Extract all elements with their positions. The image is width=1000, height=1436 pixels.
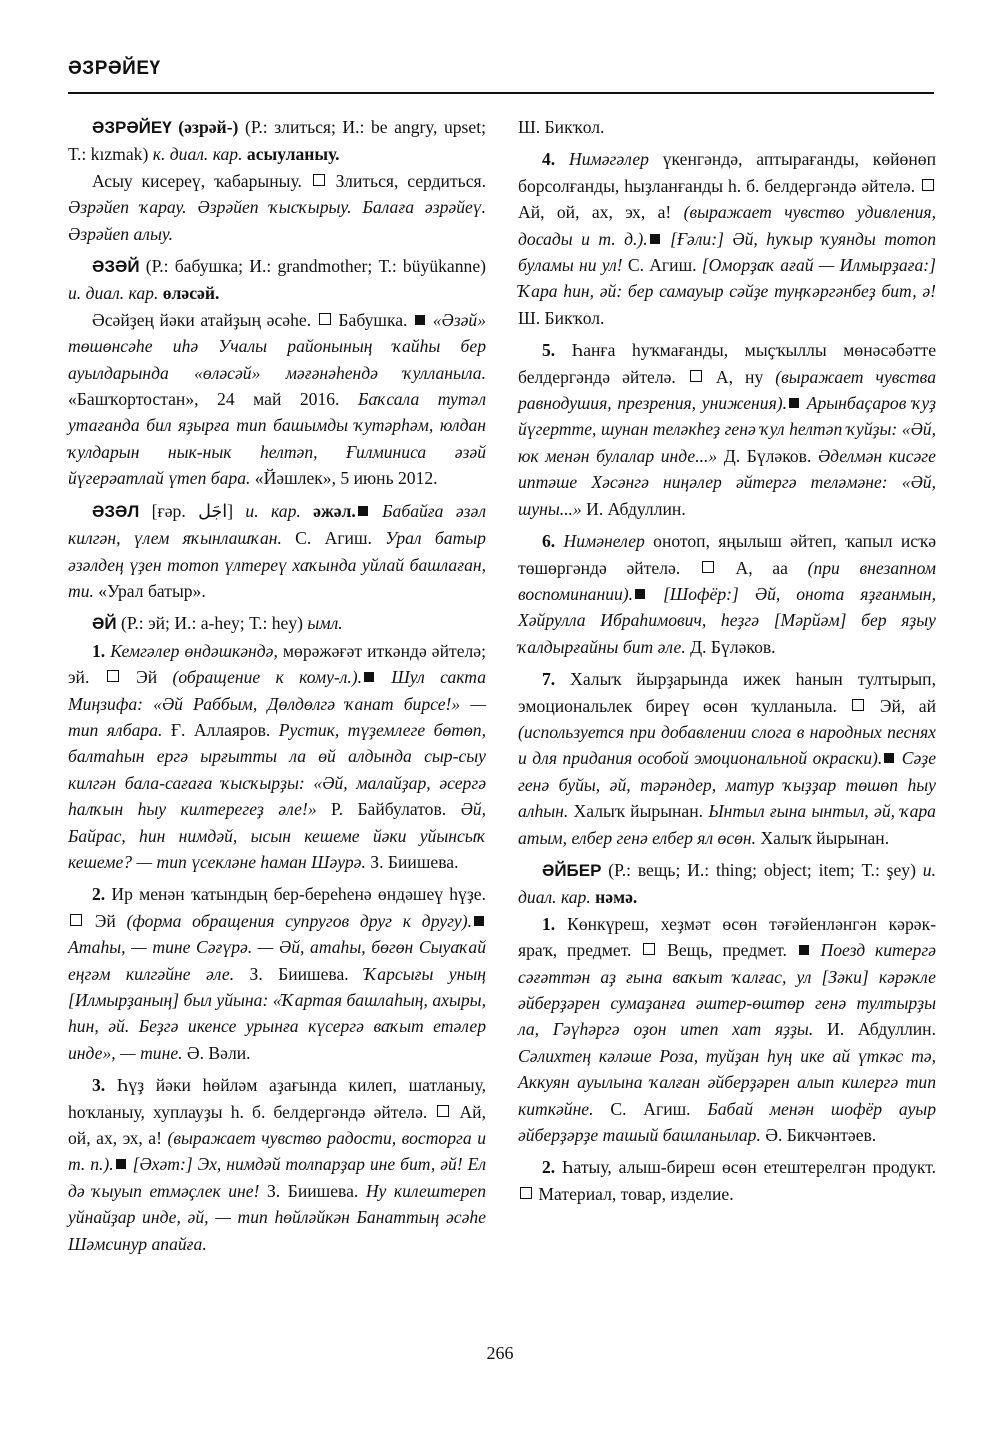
russian-marker-icon xyxy=(520,1187,532,1199)
sense-2 xyxy=(68,881,486,1066)
source: З. Биишева. xyxy=(259,1180,366,1201)
definition: Һүҙ йәки һөйләм аҙағында килеп, шатланыу, һоҡланыу, хуплауҙы һ. б. белдергәндә әйтелә. xyxy=(68,1075,486,1122)
sense-7 xyxy=(518,666,936,851)
headword: ӘЙ xyxy=(92,614,117,634)
source: И. Абдуллин. xyxy=(813,1019,936,1040)
entry-azrayeu xyxy=(68,114,486,168)
source: «Урал батыр». xyxy=(93,580,206,601)
sense-5 xyxy=(518,337,936,522)
entry-ay xyxy=(68,610,486,637)
headword: ӘЙБЕР xyxy=(542,860,602,880)
source: З. Биишева. xyxy=(365,851,459,872)
example-marker-icon xyxy=(789,398,799,408)
example: Баҡсала тутәл утағанда бил яҙырға тип башымды ҡутәрһәм, юлдан ҡулдарын нык-нык һелтәп, Ғилминиса әзәй йүгерәатлай үтеп бара. xyxy=(68,389,486,489)
running-head: ӘЗРӘЙЕҮ xyxy=(68,58,161,79)
russian-note: (выражает чувство радости, восторга и т. п.). xyxy=(68,1128,486,1175)
russian-gloss: Бабушка. xyxy=(332,309,414,330)
sense-number: 7. xyxy=(542,669,571,690)
example: Арынбаҫаров ҡуҙ йүгертте, шунан теләкһеҙ генә ҡул һелтәп ҡуйҙы: «Әй, юк менән булалар инде...» xyxy=(518,393,937,466)
example: [Ғәли:] Әй, һуҡыр ҡуянды тотоп буламы ни ул! xyxy=(518,228,936,276)
example: Атаһы, — тине Сәғүрә. — Әй, атаһы, бөгөн Сыуаҡай еңгәм килгәйне әле. xyxy=(68,937,486,984)
example: Поезд китергә сәғәттән аҙ ғына ваҡыт ҡалғас, ул [Зәки] кәрәкле әйберҙәрен сумаҙанға әштер-өштөр генә тултырҙы ла, Гәүһәргә оҙон итеп хат яҙҙы. xyxy=(518,940,936,1040)
russian-marker-icon xyxy=(922,179,934,191)
source: И. Абдуллин. xyxy=(581,498,686,519)
literary-equivalent: асыуланыу. xyxy=(246,144,340,165)
source: Ә. Вәли. xyxy=(182,1042,251,1063)
sense-number: 2. xyxy=(542,1157,563,1178)
sense-number: 5. xyxy=(542,340,572,361)
russian-marker-icon xyxy=(690,370,702,382)
literary-equivalent: өләсәй. xyxy=(162,283,220,304)
source: Ғ. Аллаяров. xyxy=(162,719,279,740)
translations: (Р.: злиться; И.: be angry, upset; Т.: kızmak) xyxy=(68,117,486,165)
definition-lead: Нимәнелер xyxy=(563,531,645,552)
sense-number: 3. xyxy=(92,1075,117,1096)
source: С. Агиш. xyxy=(281,528,386,549)
russian-note: (форма обращения супругов друг к другу). xyxy=(126,910,472,931)
example-marker-icon xyxy=(116,1159,126,1169)
definition: онотоп, яңылыш әйтеп, ҡапыл исҡә төшөргәндә әйтелә. xyxy=(518,531,936,578)
example: Әй, Байрас, һин нимдәй, ысын кешеме йәки уйынсыҡ кешеме? — тип үсекләне һаман Шәурә. xyxy=(68,799,486,872)
example: Әзрәйеп ҡарау. Әзрәйеп ҡысҡырыу. Балаға әзрәйеү. Әзрәйеп алыу. xyxy=(68,197,486,244)
sense xyxy=(68,307,486,492)
example-marker-icon xyxy=(364,672,374,682)
sense-1 xyxy=(518,911,936,1149)
russian-gloss: Эй, ай xyxy=(866,695,937,716)
headword: ӘЗӘЙ xyxy=(92,257,140,277)
source: Д. Бүләков. xyxy=(717,445,818,466)
sense-2 xyxy=(518,1154,936,1207)
russian-gloss: Ай, ой, ах, эх, а! xyxy=(68,1101,486,1149)
sense-4 xyxy=(518,146,936,331)
example: Рустик, түҙемлеге бөтөп, балтаһын ергә ырғытты ла өй алдында сыр-сыу килгән бала-сағаға ҡысҡырҙы: «Әй, малайҙар, әсергә һалҡын һыу килтерегеҙ әле!» xyxy=(68,719,486,820)
example: Ҡарсығы уның [Илмырҙаның] был уйына: «Ҡартая башлаһың, ахыры, һин, әй. Беҙгә икенсе урынға күсергә ваҡыт етәлер инде», — тине. xyxy=(68,963,486,1063)
sense-3-continued xyxy=(518,114,936,140)
translations: (Р.: эй; И.: a-hey; Т.: hey) xyxy=(116,613,308,634)
source: Д. Бүләков. xyxy=(685,636,776,657)
grammar-label: ымл. xyxy=(307,613,343,634)
definition: мөрәжәғәт иткәндә әйтелә; эй. xyxy=(68,640,486,688)
source: «Башҡортостан», 24 май 2016. xyxy=(68,389,358,410)
example: [Әхәт:] Эх, нимдәй толпарҙар ине бит, әй! Ел дә ҡыуып етмәҫлек ине! xyxy=(68,1154,487,1201)
arabic-script: اجَل xyxy=(198,501,228,522)
example-marker-icon xyxy=(635,589,645,599)
source: «Йәшлек», 5 июнь 2012. xyxy=(250,468,438,489)
source: Ә. Бикчәнтәев. xyxy=(760,1125,877,1146)
example-marker-icon xyxy=(799,945,809,955)
example: «Әзәй» төшөнсәһе иһә Учалы районының ҡайһы бер ауылдарында «өләсәй» мәғәнәһендә ҡулланыла. xyxy=(68,309,487,383)
header-rule xyxy=(68,92,934,94)
source: Халыҡ йырынан. xyxy=(756,827,890,848)
russian-marker-icon xyxy=(437,1105,449,1117)
example-marker-icon xyxy=(358,506,368,516)
grammar-label: и. диал. кар. xyxy=(518,859,936,908)
source: С. Агиш. xyxy=(593,1098,708,1119)
translations: (Р.: вещь; И.: thing; object; item; Т.: şey) xyxy=(601,859,923,880)
russian-marker-icon xyxy=(702,561,714,573)
russian-note: (используется при добавлении слога в народных песнях и для придания особой эмоциональной окраски). xyxy=(518,721,936,769)
right-column xyxy=(518,114,936,1207)
definition: Асыу кисереү, ҡабарыныу. xyxy=(92,170,311,191)
etymology: [ғәр. xyxy=(139,500,199,521)
sense-number: 1. xyxy=(92,640,111,661)
russian-gloss: Эй xyxy=(120,667,173,688)
example-marker-icon xyxy=(650,234,660,244)
grammar-label: к. диал. кар. xyxy=(152,144,247,165)
example: Шул сакта Миңзифа: «Әй Раббым, Дөлдөлгә ҡанат бирсе!» — тип ялбара. xyxy=(68,667,487,740)
sense-number: 1. xyxy=(542,913,568,934)
sense-number: 6. xyxy=(542,531,564,552)
example: [Шофёр:] Әй, онота яҙғанмын, Хәйрулла Ибраһимович, һеҙгә [Мәрйәм] бер яҙыу ҡалдырғайны бит әле. xyxy=(518,583,936,657)
russian-marker-icon xyxy=(313,174,325,186)
definition: Һатыу, алыш-биреш өсөн етештерелгән продукт. xyxy=(562,1157,936,1178)
etymology-close: ] xyxy=(227,500,246,521)
russian-note: (при внезапном воспоминании). xyxy=(518,557,936,604)
source: Р. Байбулатов. xyxy=(316,799,461,820)
definition: Халыҡ йырҙарында ижек һанын тултырып, эмоциональлек биреү өсөн ҡулланыла. xyxy=(518,669,936,716)
entry-azay xyxy=(68,253,486,307)
russian-gloss: Вещь, предмет. xyxy=(657,940,797,961)
russian-marker-icon xyxy=(70,914,82,926)
headword: ӘЗРӘЙЕҮ xyxy=(92,118,172,137)
source: С. Агиш. xyxy=(622,255,702,276)
russian-gloss: Эй xyxy=(84,910,127,931)
source: З. Биишева. xyxy=(234,963,365,984)
example: Ынтыл ғына ынтыл, әй, ҡара атым, елбер генә елбер ял өсөн. xyxy=(518,801,936,848)
russian-gloss: Ай, ой, ах, эх, а! xyxy=(518,202,684,223)
literary-equivalent: әжәл. xyxy=(313,500,356,521)
headword-variant: (әзрәй-) xyxy=(171,117,239,137)
grammar-label: и. кар. xyxy=(245,500,314,521)
russian-gloss: Злиться, сердиться. xyxy=(326,170,486,191)
russian-gloss: А, аа xyxy=(715,557,808,578)
sense-number: 2. xyxy=(92,884,112,905)
example: Бабай менән шофёр ауыр әйберҙәрҙе ташый башланылар. xyxy=(518,1098,936,1146)
grammar-label: и. диал. кар. xyxy=(68,283,163,304)
translations: (Р.: бабушка; И.: grandmother; Т.: büyükanne) xyxy=(139,256,486,277)
source: Ш. Бикҡол. xyxy=(518,117,605,137)
definition: Әсәйҙең йәки атайҙың әсәһе. xyxy=(92,309,317,330)
example-marker-icon xyxy=(415,315,425,325)
source: Ш. Бикҡол. xyxy=(518,307,605,328)
sense-number: 4. xyxy=(542,149,569,170)
entry-azal xyxy=(68,498,486,605)
sense-3 xyxy=(68,1072,486,1257)
definition-lead: Нимәгәлер xyxy=(569,149,649,170)
headword: ӘЗӘЛ xyxy=(92,501,140,521)
example: Бабайға әзәл килгән, үлем яҡынлашҡан. xyxy=(68,500,486,549)
sense-1 xyxy=(68,638,486,876)
example: Урал батыр әзәлдең үҙен тотоп үлтереү хаҡында уйлай башлаған, ти. xyxy=(68,528,486,601)
sense xyxy=(68,168,486,247)
left-column xyxy=(68,114,486,1257)
definition: Ир менән ҡатындың бер-береһенә өндәшеү һүҙе. xyxy=(111,884,487,905)
russian-marker-icon xyxy=(643,943,655,955)
example: Ну килештереп уйнайҙар инде, әй, — тип һөйләйкән Банаттың әсәһе Шәмсинур апайға. xyxy=(68,1180,487,1254)
entry-ayber xyxy=(518,857,936,911)
example-marker-icon xyxy=(474,916,484,926)
russian-gloss: Материал, товар, изделие. xyxy=(534,1183,734,1204)
definition: Көнкүреш, хеҙмәт өсөн тәғәйенләнгән кәрәк-яраҡ, предмет. xyxy=(518,913,936,961)
example: Сәлихтең кәләше Роза, туйҙан һуң ике ай үткәс тә, Аккуян ауылына ҡалған әйберҙәрен алып килергә тип киткәйне. xyxy=(518,1045,936,1119)
russian-marker-icon xyxy=(319,313,331,325)
example: Әделмән кисәге иптәше Хәсәнгә ниңәлер әйтергә теләмәне: «Әй, шуны...» xyxy=(518,445,936,519)
example-marker-icon xyxy=(884,753,894,763)
definition: үкенгәндә, аптырағанды, көйөнөп борсолғанды, һыҙланғанды һ. б. белдергәндә әйтелә. xyxy=(518,149,936,196)
example: [Оморҙаҡ ағай — Илмырҙаға:] Ҡара һин, әй: бер самауыр сәйҙе туңҡәргәнбеҙ бит, ә! xyxy=(518,255,936,302)
russian-note: (обращение к кому-л.). xyxy=(172,667,363,688)
sense-6 xyxy=(518,528,936,660)
russian-note: (выражает чувства равнодушия, презрения, унижения). xyxy=(518,366,936,414)
example: Сәҙе генә буйы, әй, тәрәндер, матур ҡыҙҙар төшөп һыу алһын. xyxy=(518,748,937,822)
page-number: 266 xyxy=(486,1343,514,1363)
definition: Һанға һуҡмағанды, мыҫҡыллы мөнәсәбәтте белдергәндә әйтелә. xyxy=(518,340,937,387)
literary-equivalent: нәмә. xyxy=(595,887,638,908)
source: Халыҡ йырынан. xyxy=(568,801,709,822)
russian-marker-icon xyxy=(852,699,864,711)
russian-marker-icon xyxy=(107,670,119,682)
russian-note: (выражает чувство удивления, досады и т. д.). xyxy=(518,202,937,249)
russian-gloss: А, ну xyxy=(703,366,776,387)
definition-lead: Кемгәлер өндәшкәндә, xyxy=(110,640,278,661)
